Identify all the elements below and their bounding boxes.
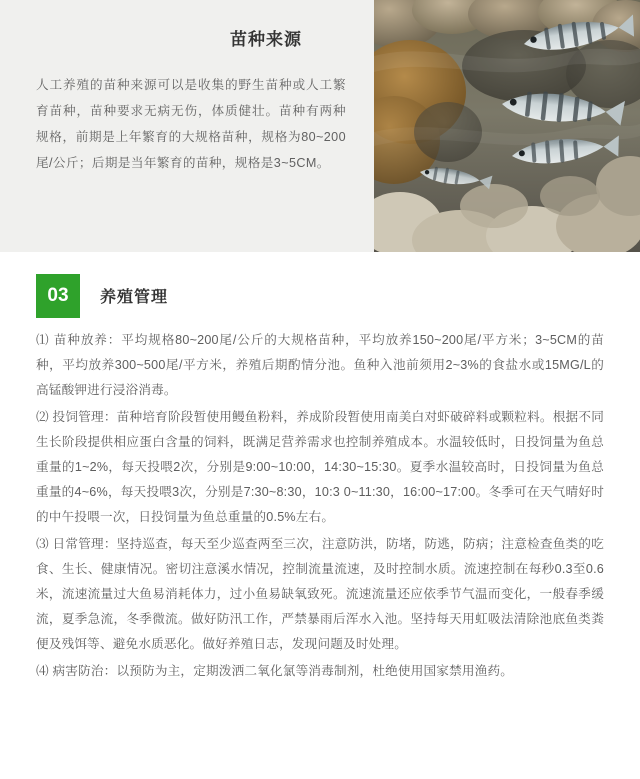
section-02-photo [374, 0, 640, 252]
section-breeding-management [0, 252, 640, 702]
section-02-body: 人工养殖的苗种来源可以是收集的野生苗种或人工繁育苗种，苗种要求无病无伤，体质健壮。苗种有两种规格，前期是上年繁育的大规格苗种，规格为80~200尾/公斤；后期是当年繁育的苗种，规格是3~5CM。 [36, 78, 346, 170]
section-02-title: 苗种来源 [230, 30, 302, 49]
paragraph-feeding: ⑵ 投饲管理：苗种培育阶段暂使用鳗鱼粉料，养成阶段暂使用南美白对虾破碎料或颗粒料。根据不同生长阶段提供相应蛋白含量的饲料，既满足营养需求也控制养殖成本。水温较低时，日投饲量为鱼总重量的1~2%，每天投喂2次，分别是9:00~10:00，14:30~15:30。夏季水温较高时，日投饲量为鱼总重量的4~6%，每天投喂3次，分别是7:30~8:30，10:3 0~11:30，16:00~17:00。冬季可在天气晴好时的中午投喂一次，日投饲量为鱼总重量的0.5%左右。 [36, 410, 604, 524]
paragraph-stocking: ⑴ 苗种放养：平均规格80~200尾/公斤的大规格苗种，平均放养150~200尾/平方米；3~5CM的苗种，平均放养300~500尾/平方米，养殖后期酌情分池。鱼种入池前须用2~3%的食盐水或15MG/L的高锰酸钾进行浸浴消毒。 [36, 333, 604, 397]
section-03-title: 养殖管理 [100, 289, 169, 306]
section-02-text-column [0, 0, 374, 252]
fish-stream-photo-illustration [374, 0, 640, 252]
section-03-header [36, 274, 604, 322]
paragraph-daily-management: ⑶ 日常管理：坚持巡查，每天至少巡查两至三次，注意防洪，防堵，防逃，防病；注意检查鱼类的吃食、生长、健康情况。密切注意溪水情况，控制流量流速，及时控制水质。流速控制在每秒0.3至0.6米，流速流量过大鱼易消耗体力，过小鱼易缺氧致死。流速流量还应依季节气温而变化，一般春季缓流，夏季急流，冬季微流。做好防汛工作，严禁暴雨后浑水入池。坚持每天用虹吸法清除池底鱼类粪便及残饵等、避免水质恶化。做好养殖日志，发现问题及时处理。 [36, 537, 604, 651]
section-03-number-badge: 03 [36, 274, 80, 318]
section-seed-source [0, 0, 640, 252]
paragraph-disease-control: ⑷ 病害防治：以预防为主，定期泼洒二氧化氯等消毒制剂，杜绝使用国家禁用渔药。 [36, 664, 514, 678]
